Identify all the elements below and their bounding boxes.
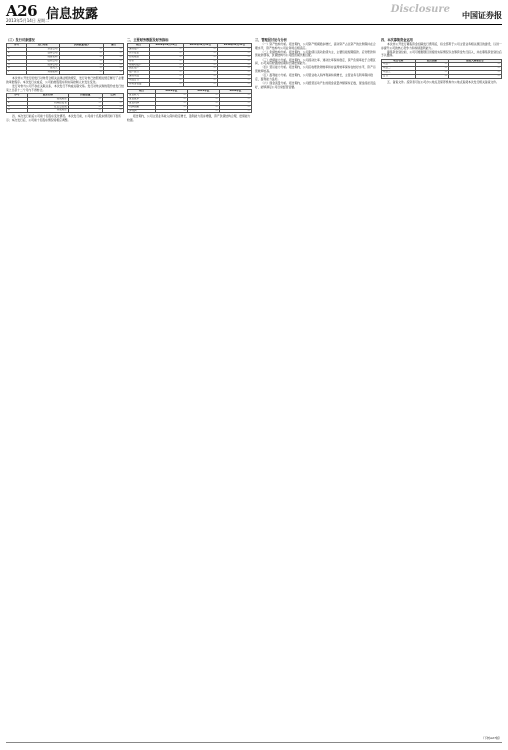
table-cell: 合计 [382,75,416,79]
paragraph: （四）营运能力分析。报告期内，公司应收账款周转率和存货周转率保持在较好水平，资产运营效率较高。 [255,65,376,73]
column-1 [6,36,124,740]
table-cell: — [449,71,502,75]
table-cell: — [217,75,251,79]
table-body [7,47,124,74]
table-cell: — [149,51,183,55]
table-cell: 流动资产 [128,47,150,51]
table-cell: 1 [7,97,28,101]
table-cell: 财务公司 [27,63,60,67]
table-cell: 3 [7,105,28,109]
table-cell: 6 [7,67,27,71]
continued-note: （下转A27版） [481,736,502,740]
table-cell: — [187,101,219,105]
table-cell: — [217,55,251,59]
paragraph: （六）现金流量分析。报告期内，公司经营活动产生的现金流量净额保持正数，现金流状况良好，能够满足公司日常经营需要。 [255,80,376,89]
table-cell: 负债合计 [128,79,150,83]
table-header: 备注 [103,44,123,48]
paragraph: 本次非公开发行募集资金扣除发行费用后，将全部用于公司主营业务相关项目的建设，以进一步提升公司的核心竞争力和持续盈利能力。 [381,42,502,50]
col2-heading: 二、主要财务数据及财务指标 [127,38,169,42]
table-cell: — [103,67,123,71]
table-cell: — [187,97,219,101]
table-cell: — [103,51,123,55]
english-title: Disclosure [390,4,450,15]
table-cell: 营业成本 [128,97,156,101]
column-3 [255,36,378,740]
paragraph: 四、本次发行前后公司前十名股东变化情况。本次发行前，公司前十名股东情况如下表所示；本次发行后，公司前十名股东情况将相应调整。 [6,114,122,122]
paragraph: 本次非公开发行的发行对象符合相关法律法规的规定，发行对象已按照相关规定履行了必要的审批程序。本次发行完成后，公司的控股股东和实际控制人未发生变化。 [6,76,124,84]
table-cell: — [103,47,123,51]
column-2 [127,36,252,740]
table-cell: — [68,109,102,113]
table-row [128,83,252,87]
table-cell: — [149,59,183,63]
table-cell: 2 [7,51,27,55]
table-row [382,75,502,79]
paper-name: 中国证券报 [462,10,502,20]
table-cell: 其他股东 [28,109,69,113]
table-cell: — [59,71,103,75]
paragraph: 报告期内，公司主营业务收入保持稳定增长，盈利能力逐步增强，资产负债结构合理，偿债能力较强。 [127,114,251,122]
table-header: 项目 [128,89,156,93]
table-header: 发行对象 [27,44,60,48]
table-cell: — [102,109,123,113]
table-cell: 1 [7,47,27,51]
table-row [128,109,252,113]
table-cell: 2 [7,101,28,105]
paragraph: 募集资金到位前，公司可根据项目进度的实际情况以自筹资金先行投入，并在募集资金到位后予以置换。 [381,49,502,58]
table-cell: — [219,97,251,101]
table-cell: — [59,55,103,59]
masthead-rule [6,24,502,25]
col3-heading: 三、管理层讨论与分析 [255,38,287,42]
table-header: 项目名称 [382,59,416,63]
table-cell: — [149,67,183,71]
issue-date: 2013年5月14日 星期二 [6,18,50,23]
table-cell: — [217,59,251,63]
table-cell: — [217,63,251,67]
table-cell: — [102,105,123,109]
table-cell: — [415,63,449,67]
table-cell: 货币资金 [128,51,150,55]
table-cell: — [149,55,183,59]
table-cell: — [449,67,502,71]
table-cell: 营业收入 [128,93,156,97]
col1-text [6,77,124,92]
table-header: 比例 [102,93,123,97]
table-cell: — [187,105,219,109]
col4-heading: 四、本次募集资金运用 [381,38,413,42]
table-cell: — [155,97,187,101]
col1-text-2 [6,115,124,122]
income-statement-table [127,89,252,113]
table-cell: — [155,93,187,97]
table-cell: — [217,47,251,51]
table-body [382,63,502,79]
col2-text [127,115,252,122]
table-cell: 固定资产 [128,67,150,71]
table-cell: — [149,63,183,67]
col3-text [255,43,378,89]
table-header: 2012年度 [155,89,187,93]
table-cell: — [415,71,449,75]
table-cell: 营业利润 [128,101,156,105]
table-header: 序号 [7,44,27,48]
table-cell: — [103,63,123,67]
table-header: 序号 [7,93,28,97]
table-cell: 保险机构 [27,55,60,59]
masthead [6,2,502,24]
table-cell: — [68,97,102,101]
table-cell: 基金公司 [27,47,60,51]
table-header: 2012年12月31日 [149,44,183,48]
table-cell: 自然人 [27,67,60,71]
table-cell: — [149,71,183,75]
table-cell: — [219,93,251,97]
table-cell: — [415,67,449,71]
table-cell: — [217,79,251,83]
table-cell: — [415,75,449,79]
table-cell: 资产总计 [128,71,150,75]
table-header: 投资总额 [415,59,449,63]
table-cell: — [59,47,103,51]
paragraph: （二）负债结构分析。报告期内，公司负债以流动负债为主，主要包括短期借款、应付账款和预收款项等，负债结构与公司经营模式相匹配。 [255,49,376,58]
section-title: 信息披露 [46,7,99,22]
table-cell: 利润总额 [128,105,156,109]
table-header: 持股数量 [68,93,102,97]
table-cell: 流动负债 [128,75,150,79]
table-cell: — [217,67,251,71]
table-cell: — [103,71,123,75]
table-cell: — [155,101,187,105]
table-cell: — [59,59,103,63]
table-cell: — [187,109,219,113]
table-cell: — [219,105,251,109]
table-cell: 4 [7,109,28,113]
table-cell: 所有者权益 [128,83,150,87]
col4-text [381,43,502,58]
table-header: 项目 [128,44,150,48]
footer-rule [6,742,502,743]
table-cell: 应收账款 [128,55,150,59]
table-cell: — [219,101,251,105]
table-cell: — [155,109,187,113]
fund-use-table [381,59,502,80]
table-body [128,93,252,113]
shareholder-table [6,93,124,114]
table-header: 2010年度 [219,89,251,93]
table-cell: — [183,59,217,63]
table-cell: — [183,71,217,75]
table-cell: — [183,51,217,55]
table-cell: 控股股东 [28,97,69,101]
table-cell: — [149,75,183,79]
table-cell: — [183,75,217,79]
table-cell: — [217,71,251,75]
table-cell: — [219,109,251,113]
table-cell: — [103,55,123,59]
paragraph: 五、备查文件。投资者可在公司办公地点及保荐机构办公地点查阅本次发行相关备查文件。 [387,80,499,85]
table-cell: 项目一 [382,63,416,67]
table-cell: — [183,55,217,59]
table-cell: — [102,101,123,105]
table-cell: — [59,51,103,55]
table-header: 认购数量(股) [59,44,103,48]
table-cell: — [68,101,102,105]
table-cell: — [149,79,183,83]
table-cell: 信托公司 [27,59,60,63]
balance-sheet-table [127,43,252,87]
table-cell: — [183,67,217,71]
paragraph: （三）偿债能力分析。报告期内，公司流动比率、速动比率保持稳定，资产负债率处于合理区间，公司具有较强的短期和长期偿债能力。 [255,57,376,66]
table-cell: — [183,63,217,67]
table-cell: — [155,105,187,109]
table-cell: 其他机构 [27,71,60,75]
table-cell: 4 [7,59,27,63]
table-cell: — [59,63,103,67]
table-cell: 项目三 [382,71,416,75]
table-cell: 证券公司 [27,51,60,55]
table-cell: 非流动资产 [128,63,150,67]
table-cell: 存货 [128,59,150,63]
col4-text-2 [381,81,502,85]
table-cell: 项目二 [382,67,416,71]
table-cell: — [149,83,183,87]
table-row [7,109,124,113]
table-cell: — [449,63,502,67]
table-cell: — [217,51,251,55]
table-header: 2011年12月31日 [183,44,217,48]
column-4 [381,36,502,740]
table-cell: — [187,93,219,97]
paragraph: （一）资产结构分析。报告期内，公司资产规模稳步增长，流动资产占总资产的比例保持在合理水平，资产结构与公司业务特点相适应。 [255,42,376,50]
table-cell: 3 [7,55,27,59]
table-cell: — [183,83,217,87]
col1-heading: （三）发行对象情况 [6,38,35,42]
table-header: 2010年12月31日 [217,44,251,48]
paragraph: （五）盈利能力分析。报告期内，公司营业收入和净利润持续增长，主营业务毛利率保持稳定，盈利能力良好。 [255,73,373,81]
table-cell: — [183,79,217,83]
issuance-table [6,43,124,75]
table-cell: — [102,97,123,101]
table-body [128,47,252,86]
table-cell: 净利润 [128,109,156,113]
paragraph: 发行对象与公司不存在关联关系，本次发行不构成关联交易。发行对象认购的股份自发行结束之日起十二个月内不得转让。 [6,84,124,92]
table-cell: — [183,47,217,51]
page-number: A26 [6,2,38,20]
table-cell: — [217,83,251,87]
table-cell: 机构投资者 [28,101,69,105]
table-header: 2011年度 [187,89,219,93]
table-body [7,97,124,113]
table-cell: — [68,105,102,109]
table-header: 股东名称 [28,93,69,97]
table-row [7,71,124,75]
table-cell: — [59,67,103,71]
table-cell: — [449,75,502,79]
table-cell: — [103,59,123,63]
table-header: 拟投入募集资金 [449,59,502,63]
table-cell: 社会公众股 [28,105,69,109]
table-cell: — [149,47,183,51]
table-cell: 5 [7,63,27,67]
table-cell: 7 [7,71,27,75]
